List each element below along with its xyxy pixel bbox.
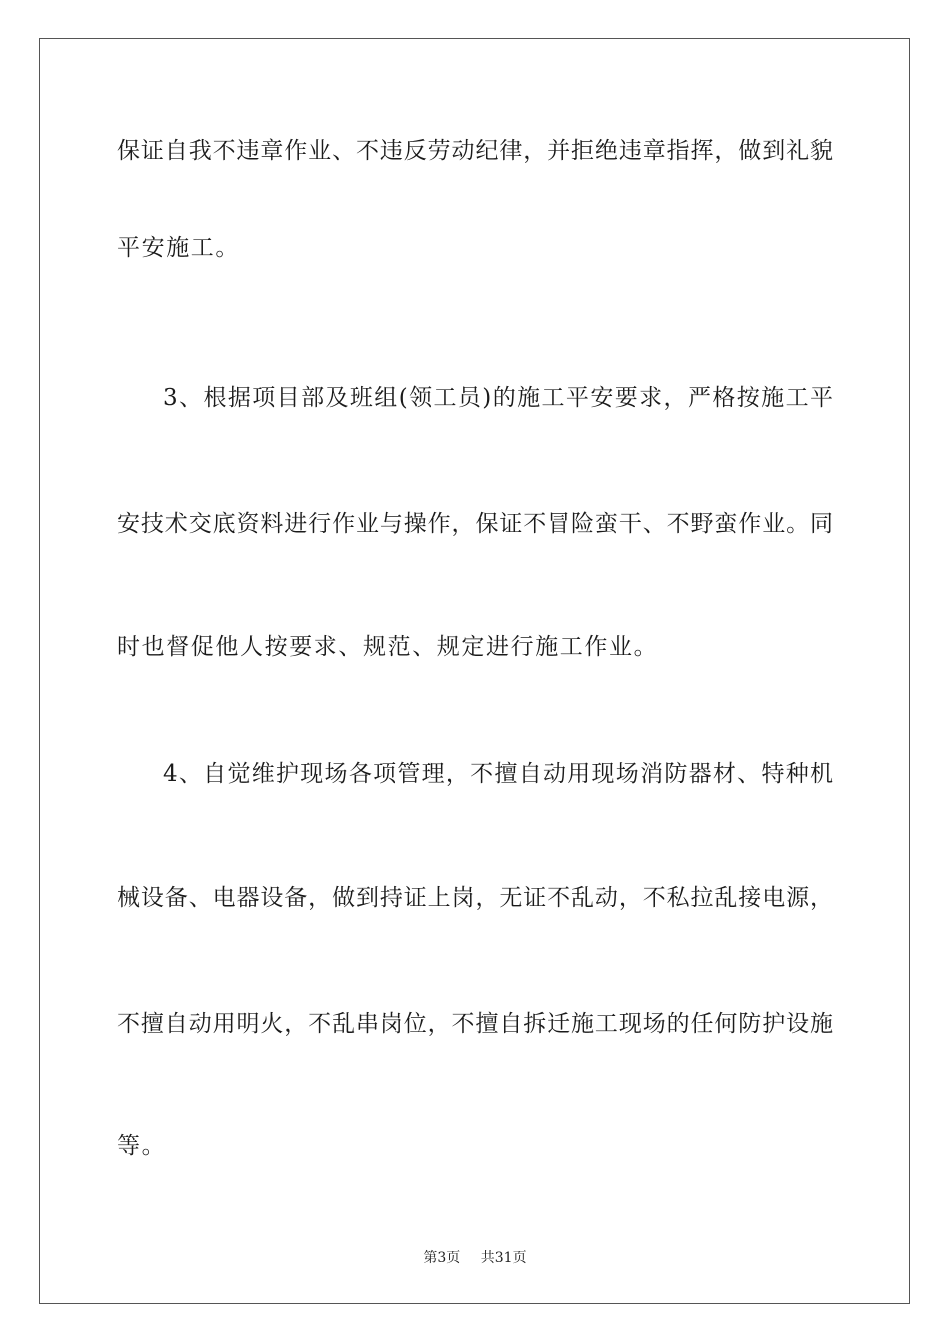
text-line-8: 不擅自动用明火，不乱串岗位，不擅自拆迁施工现场的任何防护设施	[117, 1011, 833, 1037]
page-footer	[0, 1247, 950, 1267]
text-line-4: 安技术交底资料进行作业与操作，保证不冒险蛮干、不野蛮作业。同	[117, 511, 833, 537]
page-number: 第3页	[423, 1250, 461, 1266]
text-line-6: 4、自觉维护现场各项管理，不擅自动用现场消防器材、特种机	[163, 761, 833, 787]
text-line-9: 等。	[117, 1133, 167, 1159]
text-line-5: 时也督促他人按要求、规范、规定进行施工作业。	[117, 634, 659, 660]
text-line-7: 械设备、电器设备，做到持证上岗，无证不乱动，不私拉乱接电源，	[117, 885, 833, 911]
text-line-3: 3、根据项目部及班组(领工员)的施工平安要求，严格按施工平	[163, 385, 833, 411]
page-border	[39, 38, 910, 1304]
text-line-1: 保证自我不违章作业、不违反劳动纪律，并拒绝违章指挥，做到礼貌	[117, 138, 833, 164]
text-line-2: 平安施工。	[117, 235, 240, 261]
page-total: 共31页	[480, 1250, 527, 1266]
